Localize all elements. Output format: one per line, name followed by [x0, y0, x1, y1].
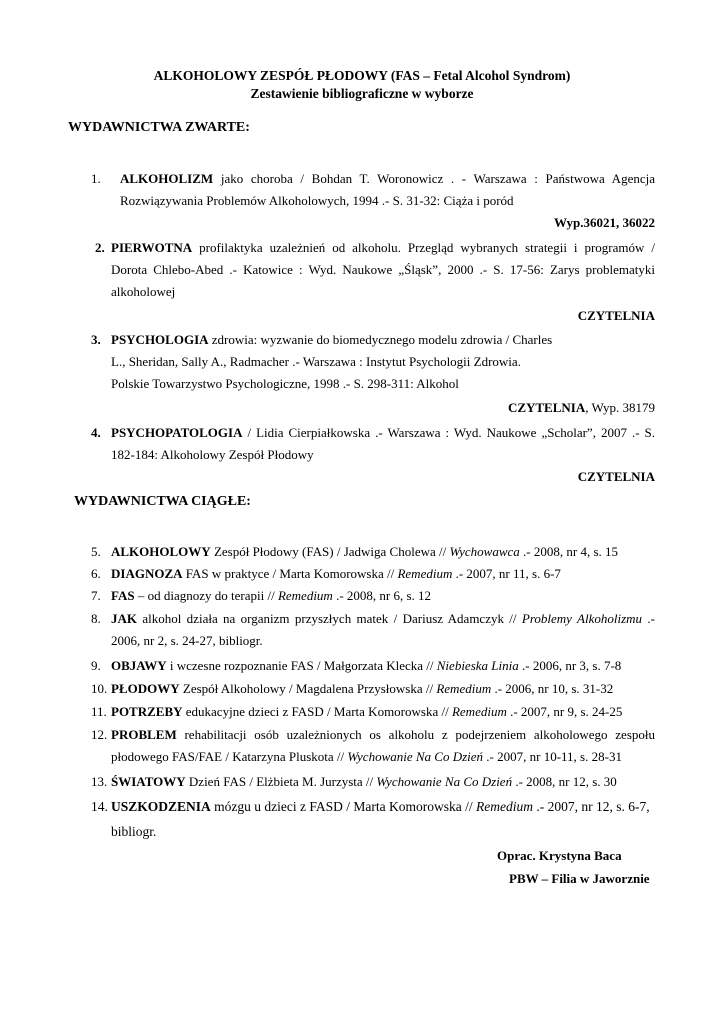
journal-title: Remedium: [475, 799, 533, 814]
document-subtitle: Zestawienie bibliograficzne w wyborze: [250, 86, 474, 101]
entry-number: 1.: [91, 171, 101, 186]
article-entry-10: 10. PŁODOWY Zespół Alkoholowy / Magdalena Przysłowska // Remedium .- 2006, nr 10, s. 31-32: [91, 681, 614, 696]
article-entry-9: 9. OBJAWY i wczesne rozpoznanie FAS / Małgorzata Klecka // Niebieska Linia .- 2006, nr 3, s. 7-8: [91, 658, 622, 673]
entry-location-2: CZYTELNIA: [577, 308, 655, 323]
signature-institution: PBW – Filia w Jaworznie: [509, 871, 650, 886]
entry-location-4: CZYTELNIA: [577, 469, 655, 484]
entry-description: zdrowia: wyzwanie do biomedycznego modelu zdrowia / Charles L., Sheridan, Sally A., Radmacher .- Warszawa : Instytut Psychologii Zdrowia. Polskie Towarzystwo Psychologiczne, 1998 .- S. 298-311: Alkohol: [111, 332, 553, 391]
entry-number: 4.: [91, 425, 101, 440]
entry-keyword: PSYCHOLOGIA: [111, 332, 209, 347]
entry-number: 2.: [95, 240, 105, 255]
article-entry-13: 13. ŚWIATOWY Dzień FAS / Elżbieta M. Jurzysta // Wychowanie Na Co Dzień .- 2008, nr 12, s. 30: [91, 774, 617, 789]
entry-keyword: PIERWOTNA: [111, 240, 193, 255]
journal-title: Remedium: [397, 566, 453, 581]
journal-title: Remedium: [451, 704, 507, 719]
article-entry-8: 8. JAK alkohol działa na organizm przyszłych matek / Dariusz Adamczyk // Problemy Alkoholizmu .- 2006, nr 2, s. 24-27, bibliogr.: [91, 611, 655, 648]
entry-description: jako choroba / Bohdan T. Woronowicz . - Warszawa : Państwowa Agencja Rozwiązywania Problemów Alkoholowych, 1994 .- S. 31-32: Ciąża i poród: [120, 171, 655, 208]
section-heading-articles: WYDAWNICTWA CIĄGŁE:: [74, 494, 251, 509]
entry-keyword: PSYCHOPATOLOGIA: [111, 425, 243, 440]
journal-title: Wychowanie Na Co Dzień: [376, 774, 513, 789]
journal-title: Wychowanie Na Co Dzień: [347, 749, 484, 764]
journal-title: Remedium: [436, 681, 492, 696]
section-heading-books: WYDAWNICTWA ZWARTE:: [68, 120, 250, 135]
article-entry-7: 7. FAS – od diagnozy do terapii // Remedium .- 2008, nr 6, s. 12: [91, 588, 432, 603]
article-entry-5: 5. ALKOHOLOWY Zespół Płodowy (FAS) / Jadwiga Cholewa // Wychowawca .- 2008, nr 4, s. 15: [91, 544, 619, 559]
document-title: ALKOHOLOWY ZESPÓŁ PŁODOWY (FAS – Fetal Alcohol Syndrom): [153, 68, 571, 83]
article-entry-6: 6. DIAGNOZA FAS w praktyce / Marta Komorowska // Remedium .- 2007, nr 11, s. 6-7: [91, 566, 561, 581]
article-entry-11: 11. POTRZEBY edukacyjne dzieci z FASD / Marta Komorowska // Remedium .- 2007, nr 9, s. 24-25: [91, 704, 623, 719]
book-entry-4: [91, 422, 655, 466]
entry-location-3: CZYTELNIA, Wyp. 38179: [507, 400, 655, 415]
book-entry-2: [95, 237, 655, 303]
journal-title: Remedium: [277, 588, 333, 603]
entry-location-1: Wyp.36021, 36022: [554, 215, 655, 230]
book-entry-1: [91, 168, 655, 212]
entry-description: profilaktyka uzależnień od alkoholu. Przegląd wybranych strategii i programów / Dorota Chlebo-Abed .- Katowice : Wyd. Naukowe „Śląsk”, 2000 .- S. 17-56: Zarys problematyki alkoholowej: [111, 240, 655, 299]
journal-title: Niebieska Linia: [436, 658, 519, 673]
entry-keyword: ALKOHOLIZM: [120, 171, 214, 186]
journal-title: Problemy Alkoholizmu: [521, 611, 643, 626]
article-entry-12: 12. PROBLEM rehabilitacji osób uzależnionych os alkoholu z podejrzeniem alkoholowego zespołu płodowego FAS/FAE / Katarzyna Pluskota // Wychowanie Na Co Dzień .- 2007, nr 10-11, s. 28-31: [91, 727, 655, 764]
entry-number: 3.: [91, 332, 101, 347]
signature-author: Oprac. Krystyna Baca: [497, 848, 622, 863]
entry-description: / Lidia Cierpiałkowska .- Warszawa : Wyd. Naukowe „Scholar”, 2007 .- S. 182-184: Alkoholowy Zespół Płodowy: [111, 425, 655, 462]
journal-title: Wychowawca: [449, 544, 520, 559]
article-entry-14: 14. USZKODZENIA mózgu u dzieci z FASD / Marta Komorowska // Remedium .- 2007, nr 12, s. 6-7, bibliogr.: [91, 799, 650, 839]
book-entry-3: [91, 329, 561, 395]
